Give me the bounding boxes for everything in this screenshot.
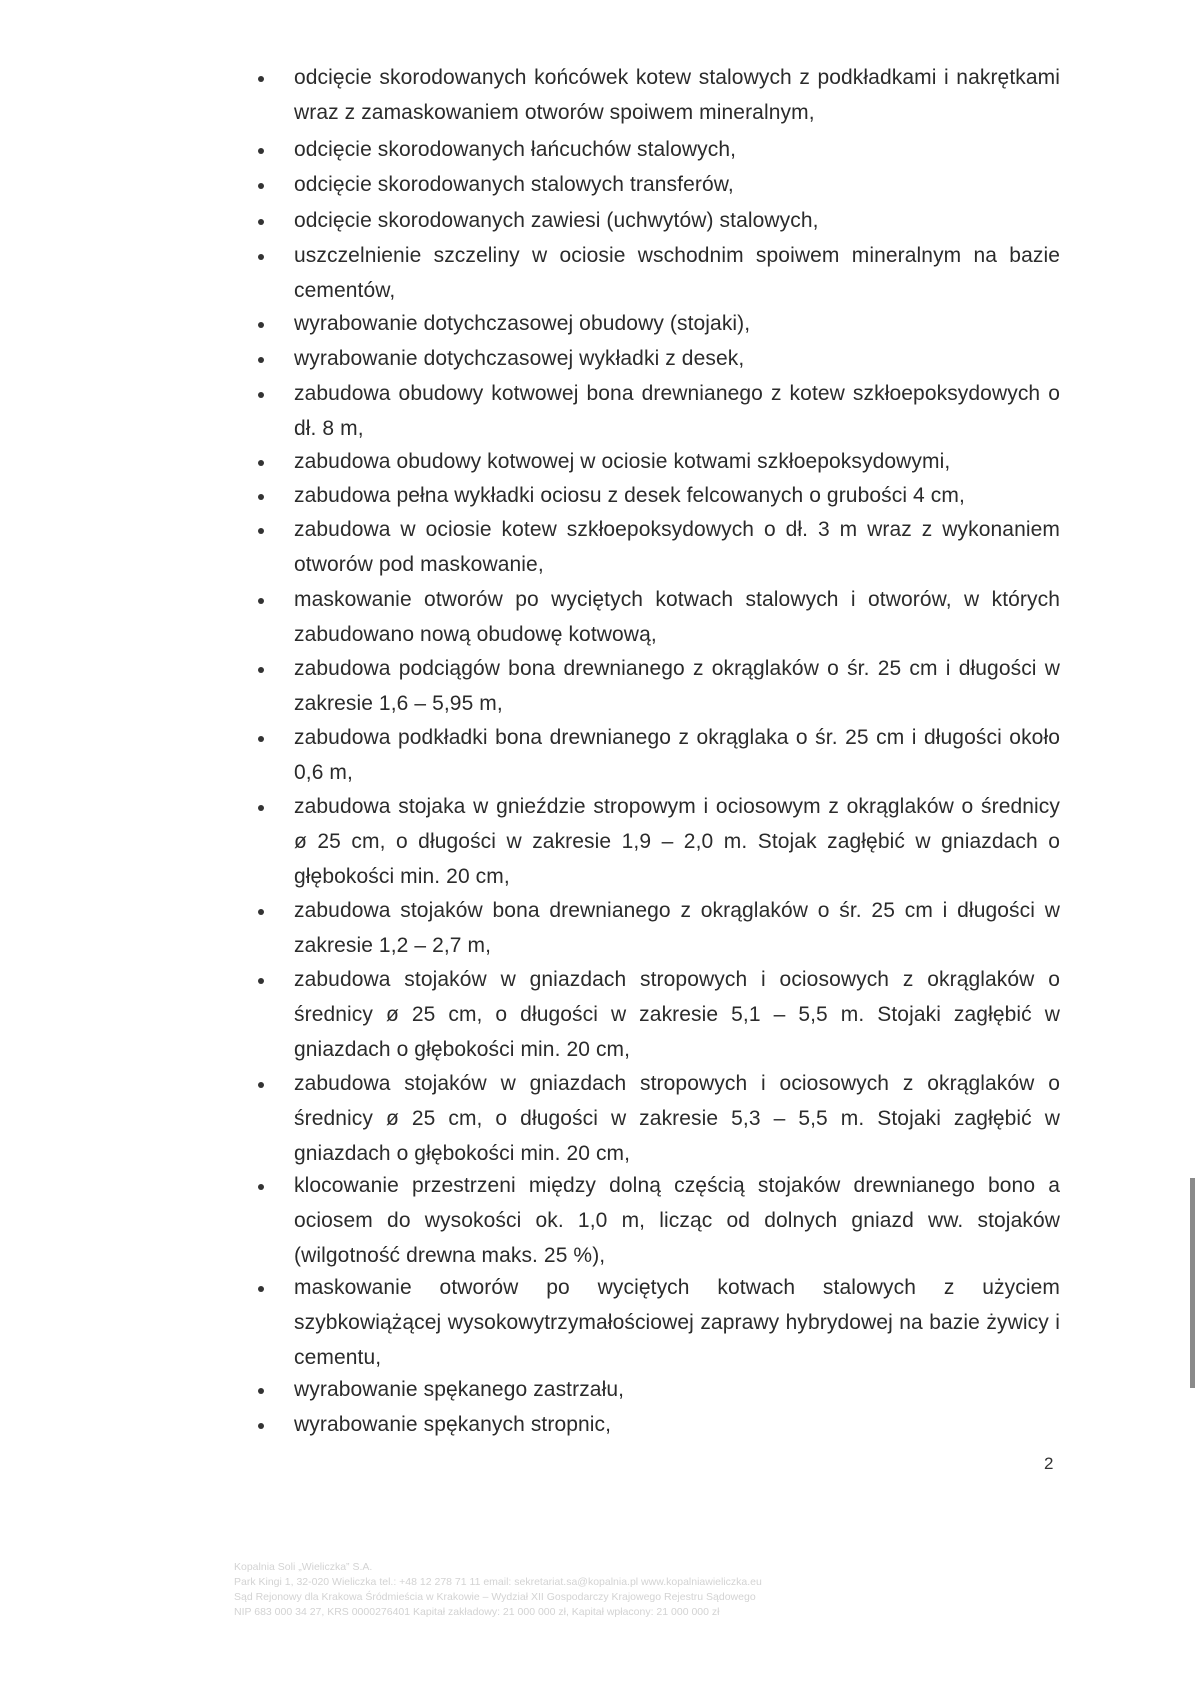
bullet-icon [258, 254, 264, 260]
list-item-text: uszczelnienie szczeliny w ociosie wschodnim spoiwem mineralnym na bazie cementów, [294, 244, 1060, 303]
bullet-icon [258, 76, 264, 82]
bullet-icon [258, 148, 264, 154]
company-footer [234, 1560, 934, 1620]
bullet-icon [258, 460, 264, 466]
list-item-text: wyrabowanie dotychczasowej wykładki z desek, [294, 347, 745, 370]
list-item-text: maskowanie otworów po wyciętych kotwach stalowych z użyciem szybkowiążącej wysokowytrzymałościowej zaprawy hybrydowej na bazie żywicy i cementu, [294, 1276, 1060, 1370]
list-item-text: wyrabowanie spękanych stropnic, [294, 1413, 612, 1436]
bullet-icon [258, 219, 264, 225]
bullet-icon [258, 1184, 264, 1190]
bullet-icon [258, 528, 264, 534]
bullet-icon [258, 392, 264, 398]
list-item-text: zabudowa obudowy kotwowej bona drewnianego z kotew szkłoepoksydowych o dł. 8 m, [294, 382, 1060, 441]
bullet-icon [258, 357, 264, 363]
bullet-icon [258, 494, 264, 500]
bullet-icon [258, 1388, 264, 1394]
bullet-icon [258, 1286, 264, 1292]
bullet-icon [258, 736, 264, 742]
footer-contact-line: Park Kingi 1, 32-020 Wieliczka tel.: +48 12 278 71 11 email: sekretariat.sa@kopalnia.pl www.kopalniawieliczka.eu [234, 1576, 762, 1588]
list-item-text: zabudowa stojaka w gnieździe stropowym i ociosowym z okrąglaków o średnicy ø 25 cm, o długości w zakresie 1,9 – 2,0 m. Stojak zagłębić w gniazdach o głębokości min. 20 cm, [294, 795, 1060, 889]
list-item-text: odcięcie skorodowanych zawiesi (uchwytów) stalowych, [294, 209, 819, 232]
footer-company-name: Kopalnia Soli „Wieliczka” S.A. [234, 1561, 373, 1573]
list-item-text: wyrabowanie dotychczasowej obudowy (stojaki), [294, 312, 751, 335]
footer-registry-line: NIP 683 000 34 27, KRS 0000276401 Kapitał zakładowy: 21 000 000 zł, Kapitał wpłacony: 21 000 000 zł [234, 1606, 720, 1618]
footer-court-line: Sąd Rejonowy dla Krakowa Śródmieścia w Krakowie – Wydział XII Gospodarczy Krajowego Rejestru Sądowego [234, 1591, 756, 1603]
bullet-icon [258, 805, 264, 811]
bullet-icon [258, 183, 264, 189]
list-item-text: odcięcie skorodowanych stalowych transferów, [294, 173, 734, 196]
list-item-text: zabudowa stojaków w gniazdach stropowych i ociosowych z okrąglaków o średnicy ø 25 cm, o długości w zakresie 5,1 – 5,5 m. Stojaki zagłębić w gniazdach o głębokości min. 20 cm, [294, 968, 1060, 1062]
page-number: 2 [1044, 1454, 1054, 1473]
bullet-icon [258, 598, 264, 604]
bullet-icon [258, 909, 264, 915]
bullet-icon [258, 1423, 264, 1429]
list-item-text: klocowanie przestrzeni między dolną częścią stojaków drewnianego bono a ociosem do wysokości ok. 1,0 m, licząc od dolnych gniazd ww. stojaków (wilgotność drewna maks. 25 %), [294, 1174, 1060, 1268]
scan-margin-mark [1190, 1178, 1195, 1388]
list-item-text: zabudowa w ociosie kotew szkłoepoksydowych o dł. 3 m wraz z wykonaniem otworów pod maskowanie, [294, 518, 1060, 577]
list-item-text: odcięcie skorodowanych łańcuchów stalowych, [294, 138, 737, 161]
list-item-text: zabudowa pełna wykładki ociosu z desek felcowanych o grubości 4 cm, [294, 484, 965, 507]
list-item-text: odcięcie skorodowanych końcówek kotew stalowych z podkładkami i nakrętkami wraz z zamaskowaniem otworów spoiwem mineralnym, [294, 66, 1060, 125]
bullet-icon [258, 1082, 264, 1088]
list-item-text: zabudowa podkładki bona drewnianego z okrąglaka o śr. 25 cm i długości około 0,6 m, [294, 726, 1060, 785]
list-item-text: wyrabowanie spękanego zastrzału, [294, 1378, 625, 1401]
list-item-text: zabudowa obudowy kotwowej w ociosie kotwami szkłoepoksydowymi, [294, 450, 951, 473]
bullet-icon [258, 322, 264, 328]
list-item-text: zabudowa podciągów bona drewnianego z okrąglaków o śr. 25 cm i długości w zakresie 1,6 – 5,95 m, [294, 657, 1060, 716]
list-item-text: zabudowa stojaków w gniazdach stropowych i ociosowych z okrąglaków o średnicy ø 25 cm, o długości w zakresie 5,3 – 5,5 m. Stojaki zagłębić w gniazdach o głębokości min. 20 cm, [294, 1072, 1060, 1166]
bullet-icon [258, 667, 264, 673]
bullet-icon [258, 978, 264, 984]
list-item-text: zabudowa stojaków bona drewnianego z okrąglaków o śr. 25 cm i długości w zakresie 1,2 – 2,7 m, [294, 899, 1060, 958]
list-item-text: maskowanie otworów po wyciętych kotwach stalowych i otworów, w których zabudowano nową obudowę kotwową, [294, 588, 1060, 647]
